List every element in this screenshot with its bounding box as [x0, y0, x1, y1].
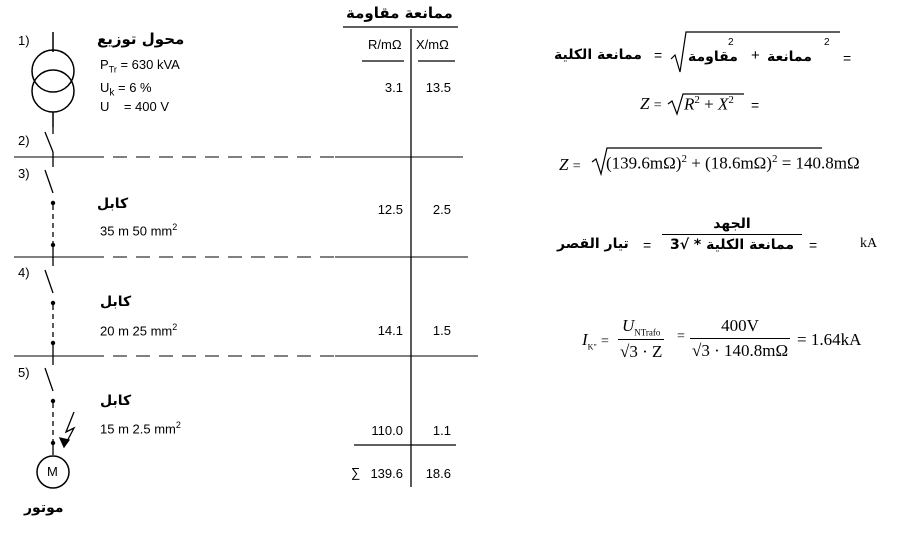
power-subscript: Tr [108, 64, 117, 75]
col-header-x: X/mΩ [416, 37, 449, 52]
f3-sq1: 2 [681, 153, 687, 165]
f5-fraction-1 [618, 316, 664, 362]
cable-1-title: كابل [97, 196, 129, 212]
cable-1-spec-sup: 2 [172, 222, 178, 232]
f5-lhs [582, 330, 609, 351]
f1-plus: + [751, 47, 760, 64]
f5-eq2: = [677, 329, 685, 344]
section-3-label: 3) [18, 166, 30, 181]
f3-under-root [606, 153, 860, 174]
switch-4 [45, 257, 53, 356]
transformer-voltage [100, 99, 169, 114]
col-header-r: R/mΩ [368, 37, 402, 52]
cable-3-end-dot [51, 243, 55, 247]
f5-num2: 400V [721, 316, 759, 335]
fault-lightning-icon [60, 412, 74, 447]
f3-a: (139.6mΩ) [606, 153, 682, 173]
cable-4-start-dot [51, 301, 55, 305]
f4-fraction [662, 216, 802, 253]
f4-frac [662, 216, 802, 253]
f5-frac2 [690, 316, 790, 361]
section-1-label: 1) [18, 33, 30, 48]
f4-denominator: ممانعة الكلية * √3 [662, 234, 802, 253]
f3-plus: + [691, 153, 701, 173]
row-1-x: 13.5 [425, 80, 451, 95]
f2-sq2: 2 [728, 94, 734, 106]
switch-3 [45, 157, 53, 257]
cable-3-spec-text: 15 m 2.5 mm [100, 421, 176, 437]
cable-2-spec-text: 20 m 25 mm [100, 323, 173, 339]
f5-result: = 1.64kA [797, 330, 862, 349]
row-3-r: 14.1 [377, 323, 403, 338]
f5-den1: √3 · Z [618, 339, 664, 362]
f5-den2: √3 · 140.8mΩ [690, 338, 790, 361]
cable-3-spec [100, 420, 181, 436]
uk-symbol: U [100, 80, 110, 95]
f2-end: = [751, 97, 760, 113]
sum-r: 139.6 [370, 466, 403, 481]
f2-under-root [684, 94, 734, 115]
f1-sq1: 2 [728, 37, 734, 48]
cable-1-spec [100, 222, 177, 238]
f4-end: = [809, 237, 818, 253]
cable-2-title: كابل [100, 294, 132, 310]
f1-sq2: 2 [824, 37, 830, 48]
f5-frac1 [618, 316, 664, 362]
f3-sq2: 2 [771, 153, 778, 165]
transformer-power [100, 57, 180, 75]
f3-result: = 140.8mΩ [781, 153, 860, 173]
cable-4-end-dot [51, 341, 55, 345]
f4-unit: kA [860, 236, 878, 251]
switch-5 [45, 356, 53, 455]
transformer-uk [100, 80, 152, 99]
cable-1-spec-text: 35 m 50 mm [100, 223, 173, 239]
f3-eq: = [572, 159, 581, 174]
section-4-label: 4) [18, 265, 30, 280]
power-symbol: P [100, 57, 109, 72]
row-1-r: 3.1 [384, 80, 403, 95]
row-2-r: 12.5 [377, 202, 403, 217]
cable-3-title: كابل [100, 393, 132, 409]
f5-fraction-2 [690, 316, 790, 361]
f2-plus: + [704, 94, 714, 114]
f1-end: = [843, 50, 852, 66]
f2-equation [640, 94, 662, 114]
f5-i: I [582, 330, 588, 349]
uk-value: = 6 % [118, 80, 152, 95]
f2-eq: = [653, 98, 662, 113]
f4-numerator: الجهد [713, 216, 751, 232]
power-value: = 630 kVA [120, 57, 180, 72]
section-5-label: 5) [18, 365, 30, 380]
f1-lhs: ممانعة الكلية [554, 47, 642, 63]
sum-symbol: ∑ [351, 465, 361, 480]
table-top-header: ممانعة مقاومة [346, 4, 453, 22]
switch-2 [45, 127, 53, 157]
f2-sq: 2 [694, 94, 700, 106]
f1-reactance: ممانعة [767, 49, 812, 65]
f3-b: (18.6mΩ) [705, 153, 772, 173]
transformer-symbol [32, 32, 74, 127]
motor-symbol-letter: M [47, 464, 58, 479]
row-2-x: 2.5 [432, 202, 451, 217]
f1-eq: = [654, 47, 663, 63]
f2-r: R [684, 94, 695, 114]
cable-5-end-dot [51, 441, 55, 445]
sum-x: 18.6 [425, 466, 451, 481]
f5-eq: = [600, 334, 609, 349]
cable-2-spec-sup: 2 [172, 322, 178, 332]
f4-lhs: تيار القصر [557, 236, 629, 252]
f2-x: X [717, 94, 729, 114]
cable-3-spec-sup: 2 [175, 420, 181, 430]
motor-label: موتور [24, 500, 64, 516]
section-2-label: 2) [18, 133, 30, 148]
f4-eq: = [643, 237, 652, 253]
row-4-r: 110.0 [371, 423, 403, 438]
f2-z: Z [640, 94, 650, 113]
f5-num1-wrap [618, 316, 664, 339]
row-4-x: 1.1 [432, 423, 451, 438]
f3-equation [559, 155, 581, 175]
uk-subscript: k [109, 87, 115, 99]
f5-num1sub: NTrafo [634, 327, 661, 338]
voltage-symbol: U [100, 99, 110, 114]
cable-2-spec [100, 322, 177, 338]
f1-resistance: مقاومة [688, 49, 738, 65]
f3-z: Z [559, 155, 569, 174]
f5-isub: K" [587, 342, 597, 352]
voltage-value: = 400 V [123, 99, 170, 114]
cable-3-start-dot [51, 201, 55, 205]
transformer-title: محول توزيع [97, 30, 185, 48]
row-3-x: 1.5 [432, 323, 451, 338]
cable-5-start-dot [51, 399, 55, 403]
f5-num1: U [621, 316, 635, 335]
